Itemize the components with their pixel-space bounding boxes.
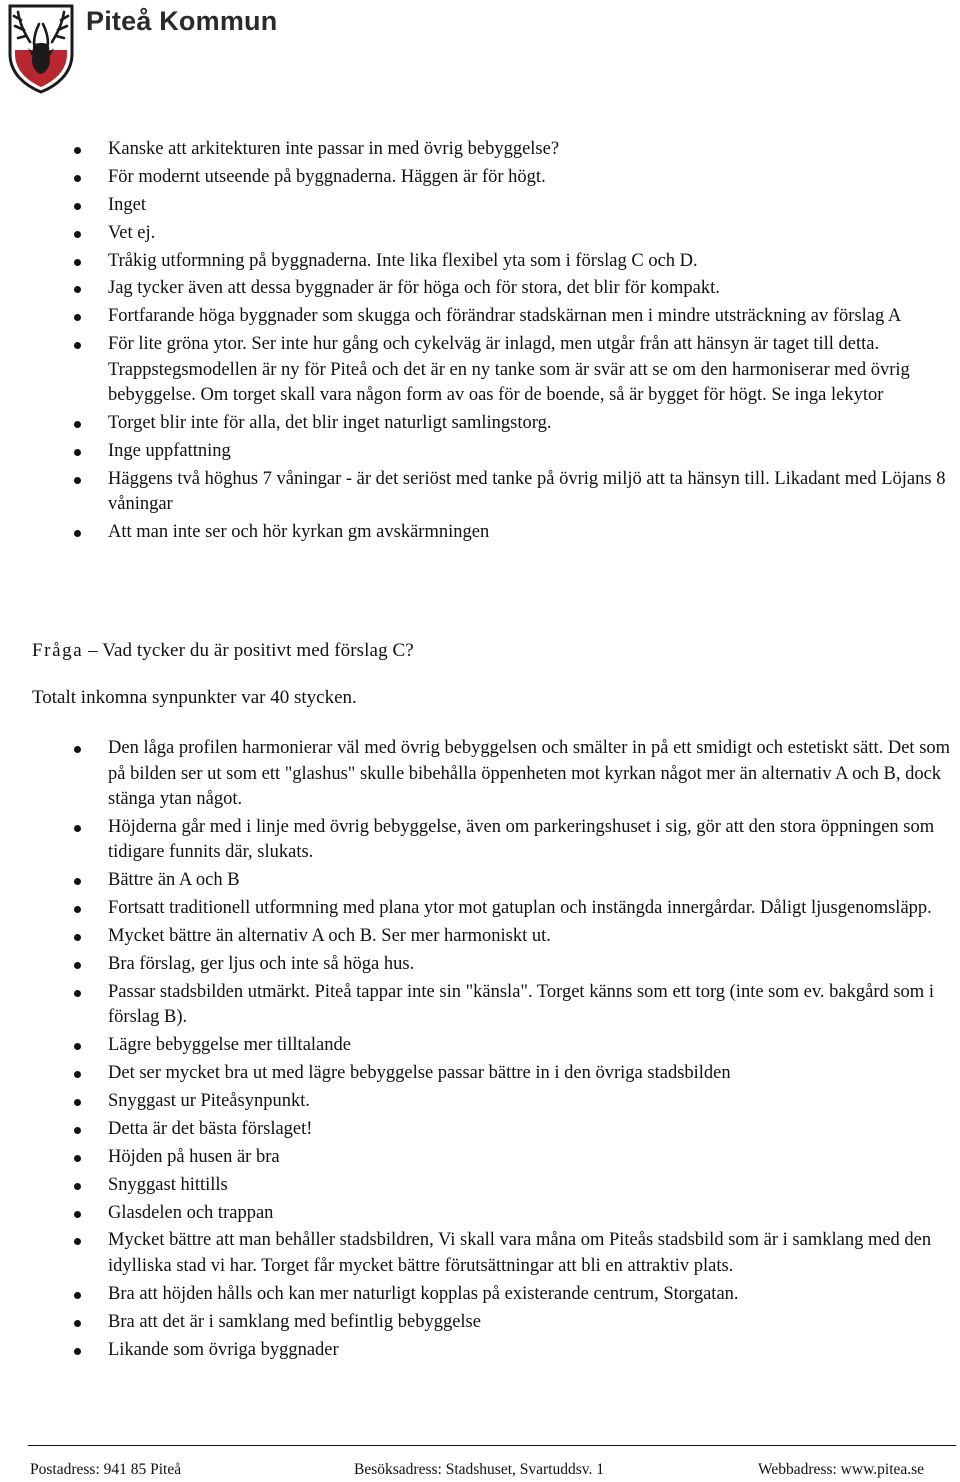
list-item	[0, 868, 960, 894]
bullet-icon	[74, 1238, 81, 1245]
bullet-icon	[74, 1292, 81, 1299]
list-item-text: Passar stadsbilden utmärkt. Piteå tappar inte sin "känsla". Torget känns som ett torg (inte som ev. bakgård som i förslag B).	[108, 981, 934, 1028]
list-item	[0, 736, 960, 813]
footer-divider	[28, 1445, 956, 1446]
bullet-icon	[74, 1043, 81, 1050]
list-item	[0, 896, 960, 922]
bullet-icon	[74, 530, 81, 537]
list-item	[0, 193, 960, 219]
list-item	[0, 165, 960, 191]
list-item-text: Det ser mycket bra ut med lägre bebyggelse passar bättre in i den övriga stadsbilden	[108, 1063, 731, 1084]
negative-comments-list	[0, 137, 960, 548]
bullet-icon	[74, 1348, 81, 1355]
list-item	[0, 1310, 960, 1336]
list-item	[0, 1282, 960, 1308]
list-item	[0, 1145, 960, 1171]
list-item-text: Inget	[108, 194, 147, 215]
list-item-text: Torget blir inte för alla, det blir inget naturligt samlingstorg.	[108, 413, 552, 434]
list-item	[0, 1201, 960, 1227]
list-item-text: Snyggast hittills	[108, 1174, 228, 1195]
bullet-icon	[74, 1211, 81, 1218]
question-heading	[32, 640, 414, 662]
bullet-icon	[74, 962, 81, 969]
question-lead: Fråga	[32, 640, 84, 661]
bullet-icon	[74, 449, 81, 456]
bullet-icon	[74, 1099, 81, 1106]
bullet-icon	[74, 203, 81, 210]
bullet-icon	[74, 990, 81, 997]
bullet-icon	[74, 147, 81, 154]
list-item	[0, 980, 960, 1031]
list-item	[0, 815, 960, 866]
coat-of-arms-icon	[6, 2, 76, 94]
bullet-icon	[74, 286, 81, 293]
bullet-icon	[74, 477, 81, 484]
list-item	[0, 276, 960, 302]
list-item	[0, 520, 960, 546]
list-item	[0, 1033, 960, 1059]
list-item-text: Mycket bättre att man behåller stadsbildren, Vi skall vara måna om Piteås stadsbild som är i samklang med den idylliska stad vi har. Torget får mycket bättre förutsättningar att bli en attraktiv plats.	[108, 1230, 932, 1276]
list-item	[0, 1228, 960, 1279]
list-item-text: Mycket bättre än alternativ A och B. Ser mer harmoniskt ut.	[108, 926, 551, 947]
bullet-icon	[74, 1155, 81, 1162]
list-item	[0, 1338, 960, 1364]
list-item	[0, 924, 960, 950]
list-item	[0, 304, 960, 330]
list-item	[0, 411, 960, 437]
list-item-text: Bra förslag, ger ljus och inte så höga hus.	[108, 953, 415, 974]
list-item-text: Likande som övriga byggnader	[108, 1339, 339, 1360]
list-item	[0, 1061, 960, 1087]
list-item-text: Vet ej.	[108, 222, 156, 243]
bullet-icon	[74, 259, 81, 266]
list-item-text: Höjden på husen är bra	[108, 1146, 280, 1167]
footer-postal-address: Postadress: 941 85 Piteå	[30, 1461, 182, 1478]
bullet-icon	[74, 1127, 81, 1134]
list-item	[0, 221, 960, 247]
list-item	[0, 439, 960, 465]
list-item-text: Bra att det är i samklang med befintlig bebyggelse	[108, 1311, 481, 1332]
list-item-text: Bättre än A och B	[108, 870, 240, 891]
bullet-icon	[74, 825, 81, 832]
bullet-icon	[74, 1071, 81, 1078]
list-item-text: Kanske att arkitekturen inte passar in med övrig bebyggelse?	[108, 139, 560, 159]
list-item	[0, 952, 960, 978]
bullet-icon	[74, 314, 81, 321]
list-item-text: Fortfarande höga byggnader som skugga och förändrar stadskärnan men i mindre utsträckning av förslag A	[108, 306, 902, 327]
bullet-icon	[74, 934, 81, 941]
bullet-icon	[74, 746, 81, 753]
list-item-text: Detta är det bästa förslaget!	[108, 1118, 313, 1139]
list-item-text: Lägre bebyggelse mer tilltalande	[108, 1035, 351, 1056]
bullet-icon	[74, 231, 81, 238]
list-item	[0, 249, 960, 275]
bullet-icon	[74, 878, 81, 885]
list-item-text: Snyggast ur Piteåsynpunkt.	[108, 1091, 310, 1112]
bullet-icon	[74, 342, 81, 349]
bullet-icon	[74, 175, 81, 182]
total-comments-text: Totalt inkomna synpunkter var 40 stycken.	[32, 687, 357, 708]
organization-name: Piteå Kommun	[86, 6, 278, 36]
list-item	[0, 467, 960, 518]
question-text: – Vad tycker du är positivt med förslag C?	[83, 640, 414, 661]
list-item-text: Jag tycker även att dessa byggnader är för höga och för stora, det blir för kompakt.	[108, 278, 720, 299]
list-item-text: Fortsatt traditionell utformning med plana ytor mot gatuplan och instängda innergårdar. Dåligt ljusgenomsläpp.	[108, 898, 932, 919]
bullet-icon	[74, 1320, 81, 1327]
list-item-text: För lite gröna ytor. Ser inte hur gång och cykelväg är inlagd, men utgår från att hänsyn är taget till detta. Trappstegsmodellen är ny för Piteå och det är en ny tanke som är svär att se om den harmoniserar med övrig bebyggelse. Om torget skall vara någon form av oas för de boende, så är bygget för högt. Se inga lekytor	[108, 334, 910, 406]
list-item	[0, 137, 960, 163]
list-item-text: Höjderna går med i linje med övrig bebyggelse, även om parkeringshuset i sig, gör att den stora öppningen som tidigare funnits där, slukats.	[108, 816, 935, 863]
list-item-text: Den låga profilen harmonierar väl med övrig bebyggelsen och smälter in på ett smidigt och estetiskt sätt. Det som på bilden ser ut som ett "glashus" skulle bibehålla öppenheten mot kyrkan något mer än alternativ A och B, dock stänga ytan något.	[108, 738, 951, 809]
list-item	[0, 1089, 960, 1115]
bullet-icon	[74, 1183, 81, 1190]
bullet-icon	[74, 421, 81, 428]
page-header	[6, 2, 277, 98]
list-item-text: Glasdelen och trappan	[108, 1202, 274, 1223]
list-item	[0, 332, 960, 409]
list-item-text: Tråkig utformning på byggnaderna. Inte lika flexibel yta som i förslag C och D.	[108, 250, 698, 271]
list-item-text: Bra att höjden hålls och kan mer naturligt kopplas på existerande centrum, Storgatan.	[108, 1283, 739, 1304]
list-item-text: Inge uppfattning	[108, 441, 231, 462]
list-item-text: Häggens två höghus 7 våningar - är det seriöst med tanke på övrig miljö att ta hänsyn till. Likadant med Löjans 8 våningar	[108, 468, 946, 515]
list-item-text: Att man inte ser och hör kyrkan gm avskärmningen	[108, 522, 490, 543]
list-item	[0, 1173, 960, 1199]
footer-visit-address: Besöksadress: Stadshuset, Svartuddsv. 1	[354, 1461, 604, 1478]
bullet-icon	[74, 906, 81, 913]
list-item	[0, 1117, 960, 1143]
footer-web-address: Webbadress: www.pitea.se	[758, 1461, 925, 1478]
positive-comments-list	[0, 736, 960, 1366]
list-item-text: För modernt utseende på byggnaderna. Häggen är för högt.	[108, 166, 546, 187]
